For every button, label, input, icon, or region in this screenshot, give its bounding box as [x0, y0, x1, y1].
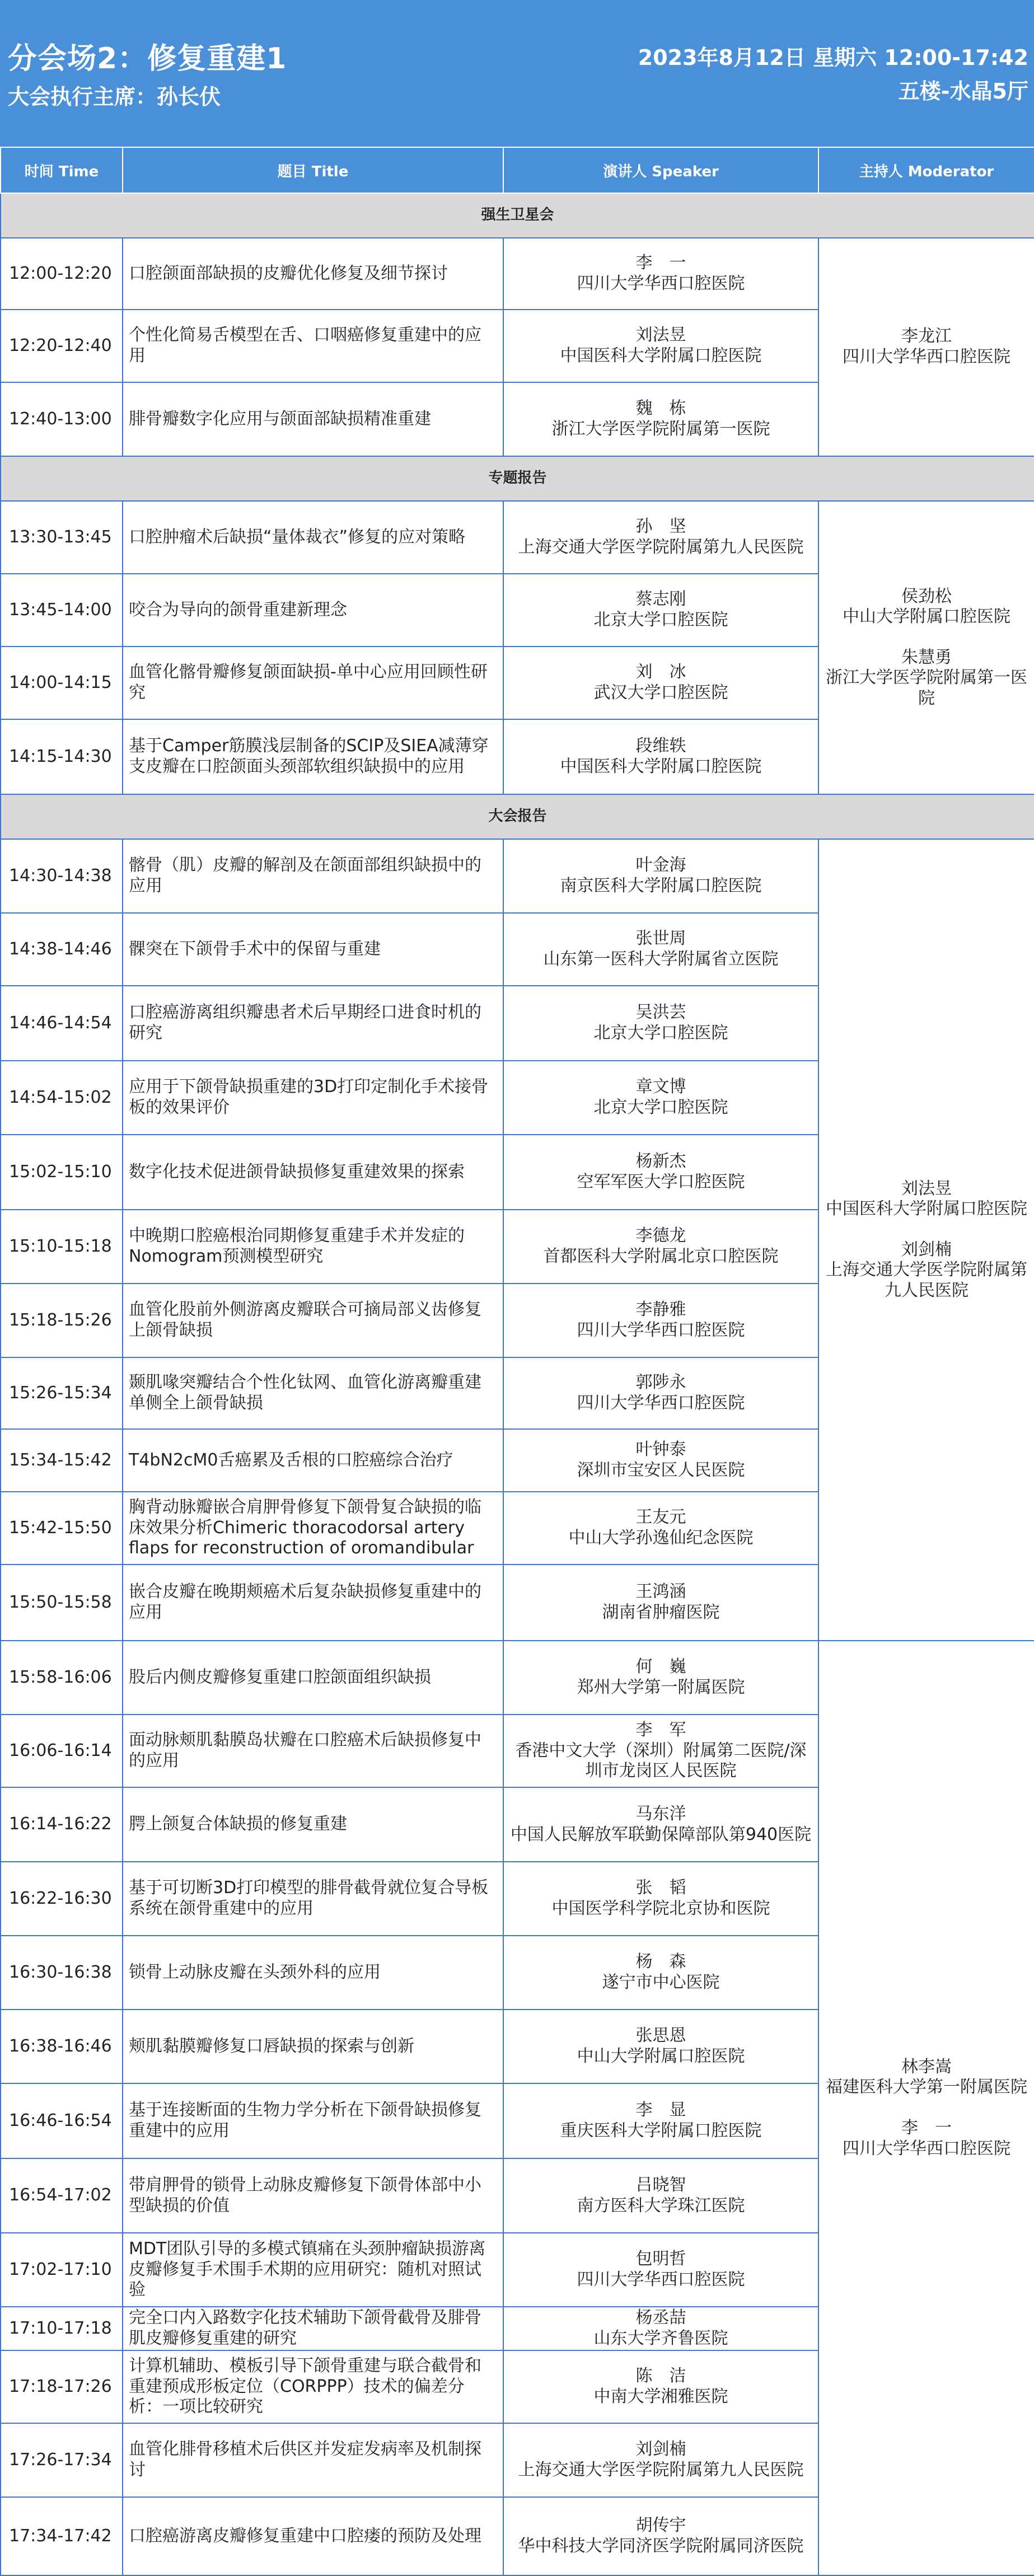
moderator-name: 林李嵩	[901, 2057, 952, 2077]
speaker-name: 张 韬	[635, 1878, 686, 1898]
talk-time: 14:15-14:30	[1, 719, 123, 794]
talk-title: 腓骨瓣数字化应用与颌面部缺损精准重建	[123, 382, 503, 456]
schedule-table	[0, 147, 1034, 2576]
speaker-name: 叶钟泰	[635, 1440, 686, 1460]
table-header-row	[1, 147, 1034, 193]
speaker-cell	[503, 1135, 818, 1210]
moderator-cell	[818, 839, 1034, 1641]
speaker-cell	[503, 1210, 818, 1284]
talk-title: 数字化技术促进颌骨缺损修复重建效果的探索	[123, 1135, 503, 1210]
speaker-institution: 上海交通大学医学院附属第九人民医院	[518, 537, 804, 557]
section-title: 强生卫星会	[1, 193, 1034, 238]
talk-time: 16:22-16:30	[1, 1862, 123, 1936]
talk-title: 股后内侧皮瓣修复重建口腔颌面组织缺损	[123, 1641, 503, 1715]
speaker-name: 刘 冰	[635, 662, 686, 682]
speaker-cell	[503, 1641, 818, 1715]
speaker-institution: 四川大学华西口腔医院	[577, 1320, 745, 1340]
speaker-institution: 中国医科大学附属口腔医院	[560, 346, 762, 366]
talk-time: 16:06-16:14	[1, 1715, 123, 1787]
speaker-cell	[503, 1061, 818, 1135]
talk-title: 髁突在下颌骨手术中的保留与重建	[123, 913, 503, 986]
moderator	[824, 2118, 1030, 2159]
talk-time: 16:54-17:02	[1, 2158, 123, 2233]
speaker-name: 马东洋	[635, 1804, 686, 1824]
speaker-cell	[503, 2010, 818, 2083]
moderator-institution: 四川大学华西口腔医院	[843, 347, 1010, 367]
speaker-institution: 香港中文大学（深圳）附属第二医院/深圳市龙岗区人民医院	[515, 1740, 807, 1781]
talk-title: 锁骨上动脉皮瓣在头颈外科的应用	[123, 1936, 503, 2010]
speaker-name: 刘剑楠	[635, 2439, 686, 2460]
session-date: 2023年8月12日 星期六 12:00-17:42	[638, 45, 1028, 70]
talk-time: 15:50-15:58	[1, 1565, 123, 1641]
section-header-row	[1, 193, 1034, 238]
talk-title: 血管化髂骨瓣修复颌面缺损-单中心应用回顾性研究	[123, 647, 503, 719]
speaker-cell	[503, 1565, 818, 1641]
speaker-name: 李德龙	[635, 1226, 686, 1246]
talk-time: 15:42-15:50	[1, 1492, 123, 1565]
speaker-cell	[503, 1357, 818, 1429]
talk-title: 口腔癌游离皮瓣修复重建中口腔瘘的预防及处理	[123, 2497, 503, 2575]
talk-title: 口腔癌游离组织瓣患者术后早期经口进食时机的研究	[123, 986, 503, 1061]
speaker-name: 杨丞喆	[635, 2308, 686, 2328]
section-header-row	[1, 456, 1034, 501]
talk-time: 15:58-16:06	[1, 1641, 123, 1715]
talk-time: 14:38-14:46	[1, 913, 123, 986]
speaker-institution: 中国医科大学附属口腔医院	[560, 757, 762, 776]
speaker-institution: 郑州大学第一附属医院	[577, 1678, 745, 1697]
talk-time: 12:00-12:20	[1, 238, 123, 310]
speaker-cell	[503, 986, 818, 1061]
speaker-cell	[503, 2083, 818, 2158]
speaker-institution: 上海交通大学医学院附属第九人民医院	[518, 2460, 804, 2480]
speaker-cell	[503, 1492, 818, 1565]
speaker-name: 胡传宇	[635, 2516, 686, 2536]
speaker-name: 吴洪芸	[635, 1003, 686, 1023]
talk-title: 基于连接断面的生物力学分析在下颌骨缺损修复重建中的应用	[123, 2083, 503, 2158]
speaker-name: 李 军	[635, 1720, 686, 1740]
talk-title: 颞肌喙突瓣结合个性化钛网、血管化游离瓣重建单侧全上颌骨缺损	[123, 1357, 503, 1429]
moderator-cell	[818, 1641, 1034, 2575]
speaker-name: 张世周	[635, 929, 686, 949]
speaker-institution: 四川大学华西口腔医院	[577, 274, 745, 293]
speaker-name: 孙 坚	[635, 517, 686, 537]
column-header-speaker: 演讲人 Speaker	[503, 147, 818, 193]
column-header-moderator: 主持人 Moderator	[818, 147, 1034, 193]
speaker-name: 何 巍	[635, 1657, 686, 1677]
talk-title: 基于可切断3D打印模型的腓骨截骨就位复合导板系统在颌骨重建中的应用	[123, 1862, 503, 1936]
speaker-name: 杨新杰	[635, 1151, 686, 1172]
talk-title: 咬合为导向的颌骨重建新理念	[123, 574, 503, 647]
moderator-name: 朱慧勇	[901, 647, 952, 667]
table-row	[1, 1641, 1034, 1715]
executive-chair: 大会执行主席：孙长伏	[8, 85, 221, 109]
talk-title: 血管化腓骨移植术后供区并发症发病率及机制探讨	[123, 2423, 503, 2497]
speaker-cell	[503, 839, 818, 913]
speaker-name: 刘法昱	[635, 325, 686, 345]
talk-time: 15:02-15:10	[1, 1135, 123, 1210]
speaker-cell	[503, 2350, 818, 2423]
section-title: 专题报告	[1, 456, 1034, 501]
speaker-institution: 南方医科大学珠江医院	[577, 2195, 745, 2216]
speaker-name: 包明哲	[635, 2249, 686, 2269]
talk-time: 16:14-16:22	[1, 1787, 123, 1862]
talk-title: 基于Camper筋膜浅层制备的SCIP及SIEA减薄穿支皮瓣在口腔颌面头颈部软组织缺损中的应用	[123, 719, 503, 794]
speaker-institution: 北京大学口腔医院	[593, 1023, 728, 1043]
speaker-institution: 重庆医科大学附属口腔医院	[560, 2121, 762, 2141]
speaker-cell	[503, 647, 818, 719]
talk-time: 13:45-14:00	[1, 574, 123, 647]
talk-title: 面动脉颊肌黏膜岛状瓣在口腔癌术后缺损修复中的应用	[123, 1715, 503, 1787]
speaker-cell	[503, 913, 818, 986]
speaker-cell	[503, 501, 818, 574]
talk-time: 15:26-15:34	[1, 1357, 123, 1429]
moderator-name: 刘剑楠	[901, 1239, 952, 1259]
speaker-name: 吕晓智	[635, 2175, 686, 2195]
speaker-cell	[503, 1429, 818, 1492]
talk-time: 17:26-17:34	[1, 2423, 123, 2497]
column-header-title: 题目 Title	[123, 147, 503, 193]
talk-title: 带肩胛骨的锁骨上动脉皮瓣修复下颌骨体部中小型缺损的价值	[123, 2158, 503, 2233]
speaker-institution: 首都医科大学附属北京口腔医院	[543, 1247, 779, 1266]
speaker-name: 陈 洁	[635, 2366, 686, 2386]
talk-title: 腭上颌复合体缺损的修复重建	[123, 1787, 503, 1862]
schedule-body	[1, 193, 1034, 2575]
speaker-name: 叶金海	[635, 855, 686, 875]
talk-time: 14:30-14:38	[1, 839, 123, 913]
talk-time: 12:40-13:00	[1, 382, 123, 456]
speaker-cell	[503, 238, 818, 310]
speaker-institution: 华中科技大学同济医学院附属同济医院	[518, 2536, 804, 2556]
session-header	[0, 0, 1034, 147]
talk-title: MDT团队引导的多模式镇痛在头颈肿瘤缺损游离皮瓣修复手术围手术期的应用研究：随机对照试验	[123, 2233, 503, 2307]
session-title: 分会场2：修复重建1	[8, 42, 287, 76]
talk-title: 口腔肿瘤术后缺损“量体裁衣”修复的应对策略	[123, 501, 503, 574]
speaker-name: 王鸿涵	[635, 1582, 686, 1602]
moderator-cell	[818, 238, 1034, 456]
speaker-institution: 武汉大学口腔医院	[593, 683, 728, 702]
speaker-institution: 中山大学附属口腔医院	[577, 2046, 745, 2066]
speaker-name: 蔡志刚	[635, 589, 686, 610]
speaker-cell	[503, 382, 818, 456]
speaker-cell	[503, 2497, 818, 2575]
speaker-institution: 四川大学华西口腔医院	[577, 1393, 745, 1413]
table-row	[1, 501, 1034, 574]
speaker-name: 李静雅	[635, 1300, 686, 1320]
session-venue: 五楼-水晶5厅	[898, 79, 1028, 104]
speaker-institution: 深圳市宝安区人民医院	[577, 1460, 745, 1480]
talk-title: 血管化股前外侧游离皮瓣联合可摘局部义齿修复上颌骨缺损	[123, 1284, 503, 1357]
speaker-cell	[503, 2423, 818, 2497]
speaker-name: 郭陟永	[635, 1373, 686, 1393]
speaker-institution: 北京大学口腔医院	[593, 610, 728, 630]
moderator-institution: 上海交通大学医学院附属第九人民医院	[826, 1260, 1027, 1300]
moderator-institution: 福建医科大学第一附属医院	[826, 2077, 1027, 2097]
speaker-cell	[503, 310, 818, 382]
talk-time: 14:46-14:54	[1, 986, 123, 1061]
speaker-cell	[503, 1936, 818, 2010]
speaker-name: 张思恩	[635, 2026, 686, 2046]
talk-time: 12:20-12:40	[1, 310, 123, 382]
speaker-cell	[503, 1284, 818, 1357]
moderator-institution: 中国医科大学附属口腔医院	[826, 1199, 1027, 1219]
speaker-name: 杨 森	[635, 1952, 686, 1972]
speaker-cell	[503, 1715, 818, 1787]
speaker-name: 章文博	[635, 1077, 686, 1097]
speaker-cell	[503, 1787, 818, 1862]
talk-time: 17:10-17:18	[1, 2307, 123, 2350]
talk-time: 14:54-15:02	[1, 1061, 123, 1135]
talk-title: T4bN2cM0舌癌累及舌根的口腔癌综合治疗	[123, 1429, 503, 1492]
column-header-time: 时间 Time	[1, 147, 123, 193]
section-header-row	[1, 794, 1034, 839]
table-row	[1, 238, 1034, 310]
talk-time: 17:02-17:10	[1, 2233, 123, 2307]
talk-time: 17:34-17:42	[1, 2497, 123, 2575]
speaker-institution: 湖南省肿瘤医院	[602, 1603, 720, 1622]
talk-time: 17:18-17:26	[1, 2350, 123, 2423]
speaker-cell	[503, 2158, 818, 2233]
moderator	[824, 587, 1030, 627]
speaker-institution: 四川大学华西口腔医院	[577, 2270, 745, 2289]
speaker-institution: 遂宁市中心医院	[602, 1973, 720, 1992]
talk-title: 个性化简易舌模型在舌、口咽癌修复重建中的应用	[123, 310, 503, 382]
speaker-institution: 山东第一医科大学附属省立医院	[543, 949, 779, 969]
speaker-institution: 浙江大学医学院附属第一医院	[551, 419, 770, 439]
speaker-institution: 南京医科大学附属口腔医院	[560, 876, 762, 896]
section-title: 大会报告	[1, 794, 1034, 839]
speaker-name: 李 显	[635, 2100, 686, 2120]
speaker-name: 李 一	[635, 253, 686, 273]
table-row	[1, 839, 1034, 913]
moderator-cell	[818, 501, 1034, 794]
moderator-institution: 四川大学华西口腔医院	[843, 2138, 1010, 2158]
moderator-name: 刘法昱	[901, 1178, 952, 1198]
talk-title: 口腔颌面部缺损的皮瓣优化修复及细节探讨	[123, 238, 503, 310]
moderator-name: 李龙江	[901, 326, 952, 346]
talk-time: 16:46-16:54	[1, 2083, 123, 2158]
moderator-name: 李 一	[901, 2118, 952, 2138]
moderator-name: 侯劲松	[901, 586, 952, 606]
speaker-institution: 中南大学湘雅医院	[593, 2387, 728, 2406]
speaker-cell	[503, 2233, 818, 2307]
talk-title: 嵌合皮瓣在晚期颊癌术后复杂缺损修复重建中的应用	[123, 1565, 503, 1641]
speaker-institution: 中国人民解放军联勤保障部队第940医院	[510, 1824, 812, 1844]
moderator	[824, 1240, 1030, 1301]
speaker-institution: 空军军医大学口腔医院	[577, 1172, 745, 1192]
speaker-cell	[503, 1862, 818, 1936]
talk-title: 计算机辅助、模板引导下颌骨重建与联合截骨和重建预成形板定位（CORPPP）技术的偏差分析：一项比较研究	[123, 2350, 503, 2423]
speaker-institution: 中山大学孙逸仙纪念医院	[568, 1528, 754, 1548]
talk-title: 应用于下颌骨缺损重建的3D打印定制化手术接骨板的效果评价	[123, 1061, 503, 1135]
talk-title: 完全口内入路数字化技术辅助下颌骨截骨及腓骨肌皮瓣修复重建的研究	[123, 2307, 503, 2350]
moderator	[824, 326, 1030, 367]
moderator	[824, 2057, 1030, 2098]
speaker-cell	[503, 719, 818, 794]
talk-time: 15:18-15:26	[1, 1284, 123, 1357]
speaker-cell	[503, 2307, 818, 2350]
talk-time: 16:30-16:38	[1, 1936, 123, 2010]
talk-time: 15:34-15:42	[1, 1429, 123, 1492]
talk-title: 颊肌黏膜瓣修复口唇缺损的探索与创新	[123, 2010, 503, 2083]
talk-time: 13:30-13:45	[1, 501, 123, 574]
moderator	[824, 648, 1030, 709]
speaker-institution: 北京大学口腔医院	[593, 1098, 728, 1117]
speaker-cell	[503, 574, 818, 647]
speaker-institution: 山东大学齐鲁医院	[593, 2329, 728, 2348]
speaker-name: 王友元	[635, 1507, 686, 1528]
talk-title: 中晚期口腔癌根治同期修复重建手术并发症的Nomogram预测模型研究	[123, 1210, 503, 1284]
moderator-institution: 浙江大学医学院附属第一医院	[826, 668, 1027, 708]
talk-time: 16:38-16:46	[1, 2010, 123, 2083]
moderator	[824, 1179, 1030, 1220]
talk-title: 髂骨（肌）皮瓣的解剖及在颌面部组织缺损中的应用	[123, 839, 503, 913]
talk-time: 15:10-15:18	[1, 1210, 123, 1284]
moderator-institution: 中山大学附属口腔医院	[843, 607, 1010, 627]
speaker-institution: 中国医学科学院北京协和医院	[551, 1899, 770, 1918]
speaker-name: 魏 栋	[635, 399, 686, 419]
speaker-name: 段维轶	[635, 736, 686, 756]
talk-time: 14:00-14:15	[1, 647, 123, 719]
talk-title: 胸背动脉瓣嵌合肩胛骨修复下颌骨复合缺损的临床效果分析Chimeric thoracodorsal artery flaps for reconstruction of oromandibular	[123, 1492, 503, 1565]
